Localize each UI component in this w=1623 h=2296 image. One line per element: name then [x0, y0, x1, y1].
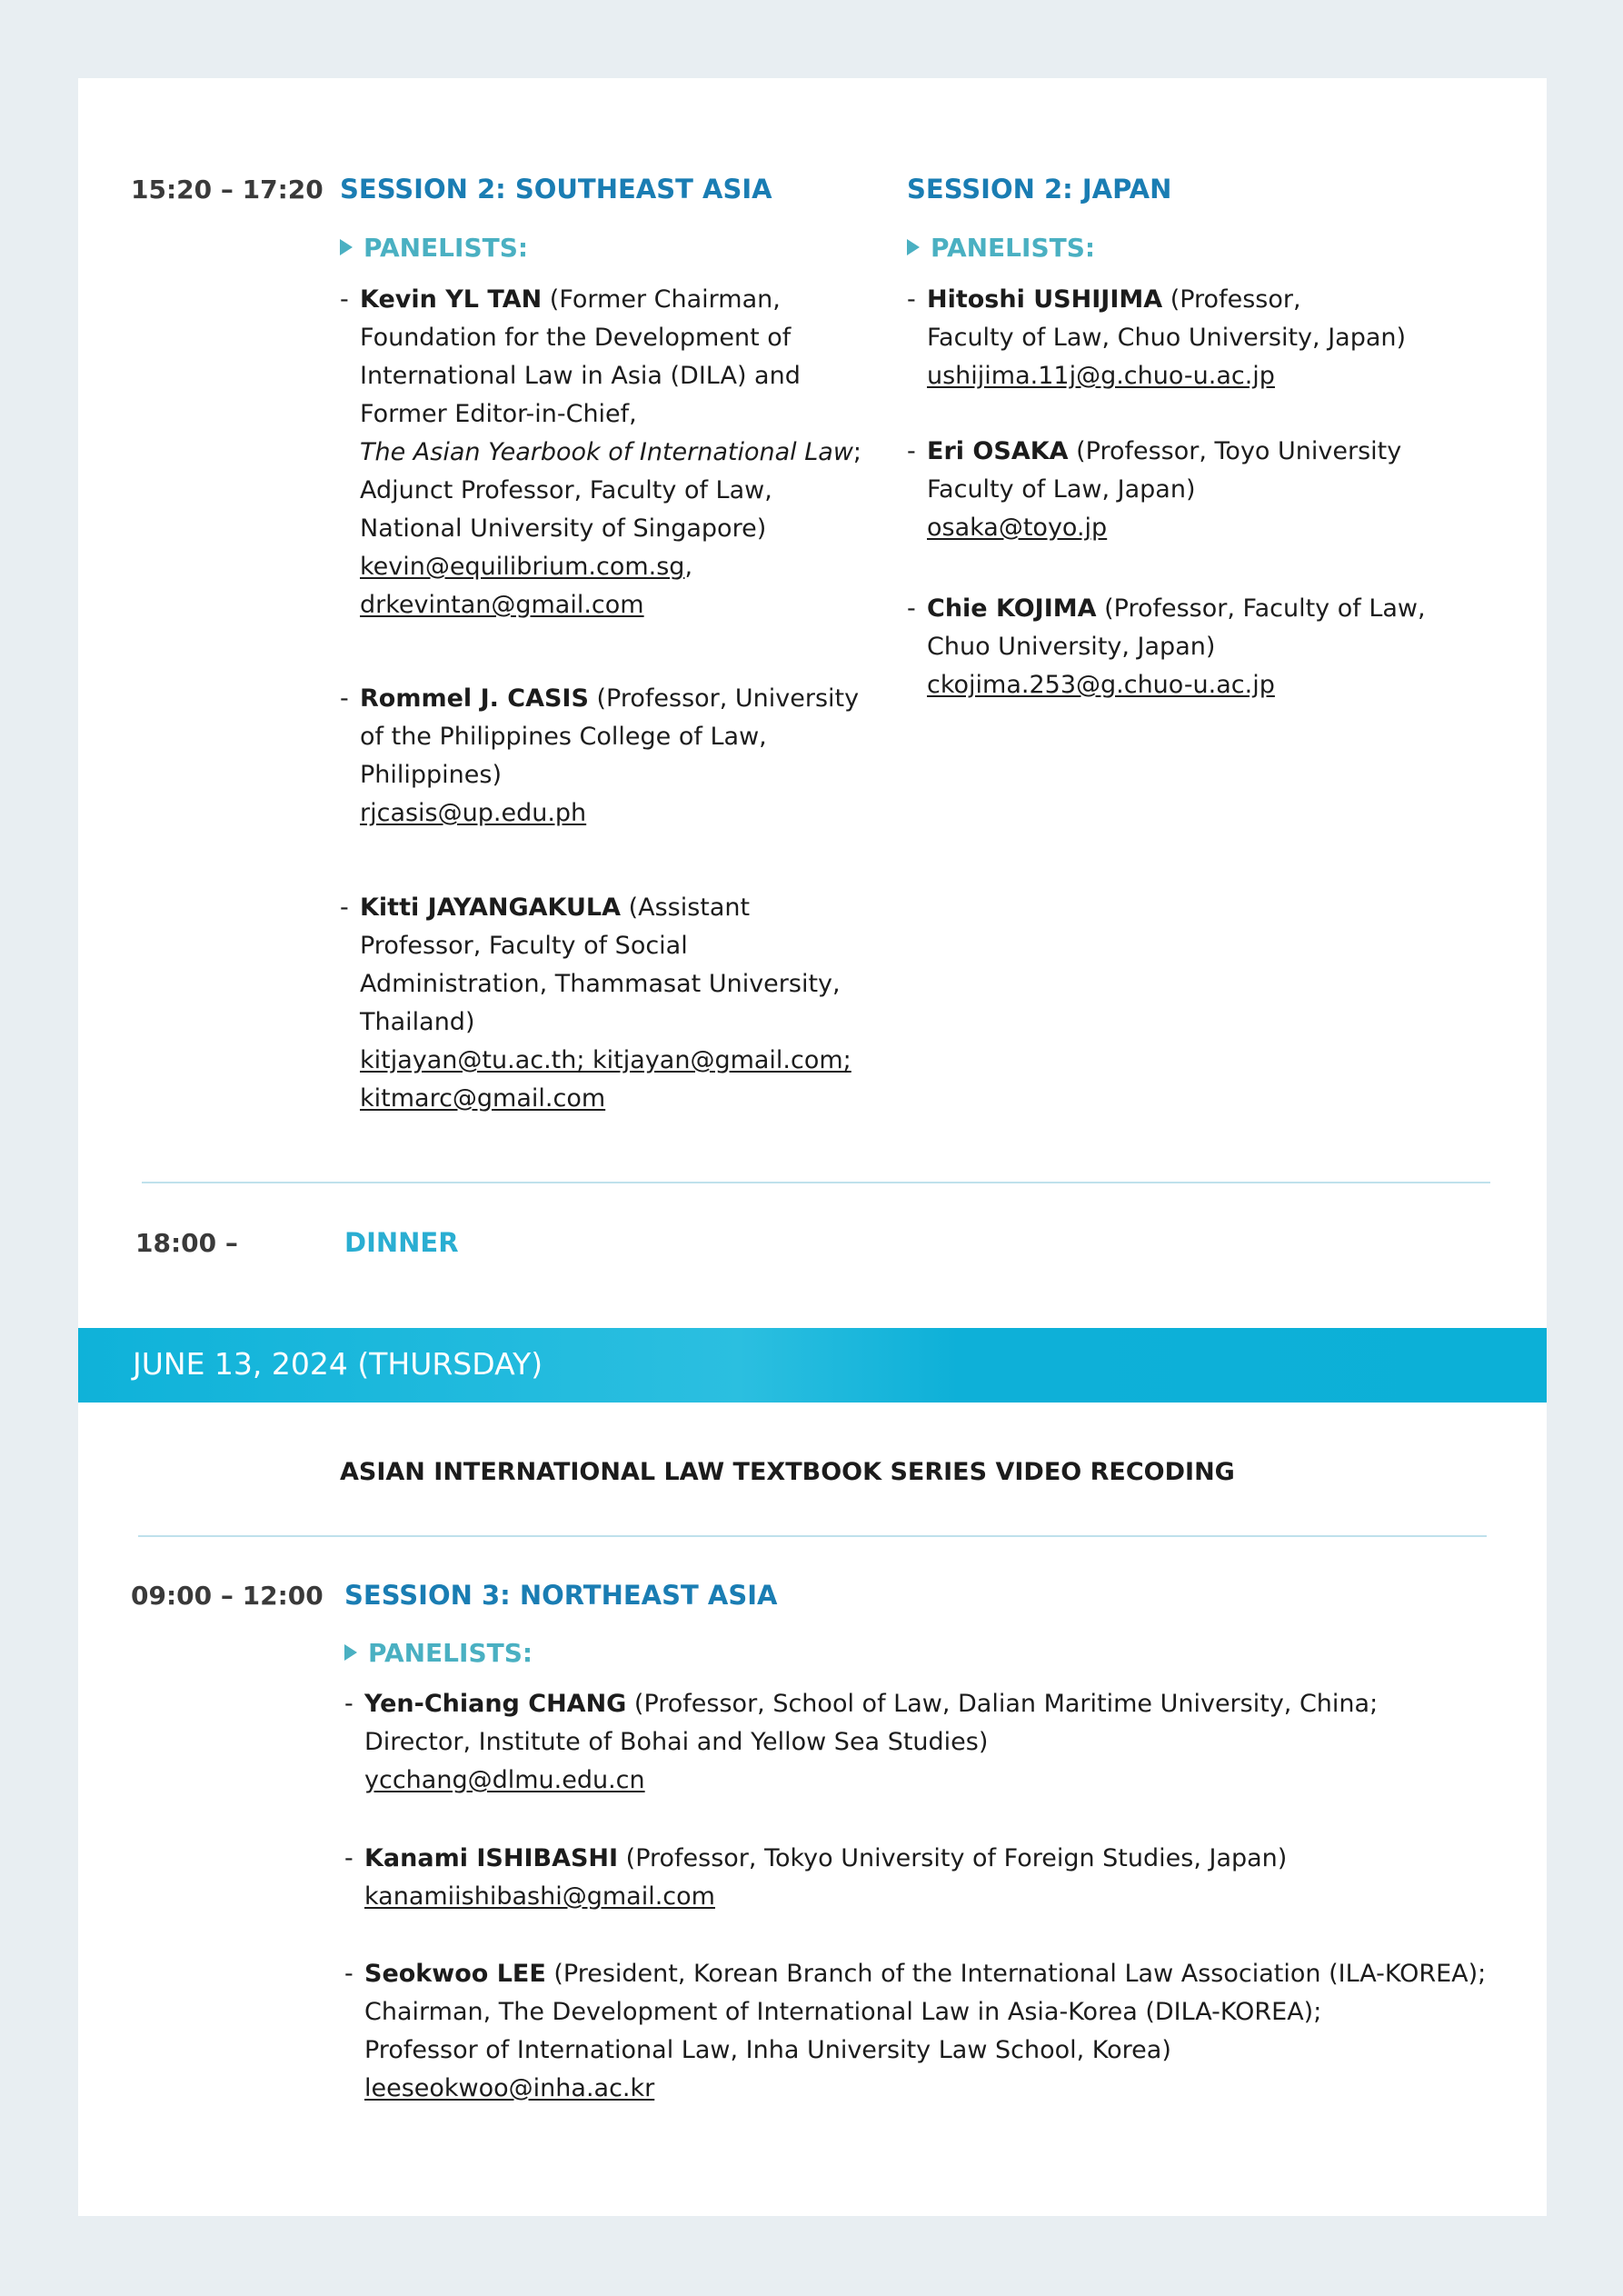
panelist-hitoshi-ushijima: - Hitoshi USHIJIMA (Professor, Faculty of Law, Chuo University, Japan) ushijima.11j@g.chuo-u.ac.jp	[907, 285, 1407, 390]
panelist-kitti-jayangakula: - Kitti JAYANGAKULA (Assistant Professor, Faculty of Social Administration, Thammasat University, Thailand) kitjayan@tu.ac.th; kitjayan@gmail.com; kitmarc@gmail.com	[340, 893, 851, 1113]
email-link[interactable]: ckojima.253@g.chuo-u.ac.jp	[927, 671, 1275, 699]
program-page	[78, 78, 1547, 2216]
triangle-right-icon	[344, 1644, 357, 1661]
session2-time: 15:20 – 17:20	[131, 175, 324, 205]
section-divider	[138, 1535, 1487, 1537]
email-link[interactable]: osaka@toyo.jp	[927, 514, 1108, 542]
email-link[interactable]: kitjayan@tu.ac.th; kitjayan@gmail.com;	[360, 1046, 851, 1074]
email-link[interactable]: ycchang@dlmu.edu.cn	[364, 1766, 645, 1794]
session2-japan-panelists-heading	[907, 233, 1095, 263]
panelists-label: PANELISTS:	[363, 233, 529, 263]
email-link[interactable]: drkevintan@gmail.com	[360, 591, 644, 619]
email-link[interactable]: leeseokwoo@inha.ac.kr	[364, 2074, 655, 2102]
panelist-name: Kanami ISHIBASHI	[364, 1844, 619, 1872]
email-link[interactable]: kanamiishibashi@gmail.com	[364, 1882, 715, 1911]
panelist-seokwoo-lee: - Seokwoo LEE (President, Korean Branch of the International Law Association (ILA-KOREA); Chairman, The Development of International Law in Asia-Korea (DILA-KOREA); Professor of International Law, Inha University Law School, Korea) leeseokwoo@inha.ac.kr	[344, 1960, 1487, 2102]
dinner-label: DINNER	[344, 1227, 459, 1258]
email-link[interactable]: kitmarc@gmail.com	[360, 1084, 606, 1113]
section-divider	[142, 1182, 1490, 1183]
video-recording-title: ASIAN INTERNATIONAL LAW TEXTBOOK SERIES VIDEO RECODING	[340, 1458, 1235, 1486]
triangle-right-icon	[340, 239, 353, 255]
panelist-name: Eri OSAKA	[927, 437, 1069, 465]
panelist-rommel-casis: - Rommel J. CASIS (Professor, University of the Philippines College of Law, Philippines) rjcasis@up.edu.ph	[340, 684, 860, 827]
panelist-name: Rommel J. CASIS	[360, 684, 589, 713]
session3-title: SESSION 3: NORTHEAST ASIA	[344, 1580, 778, 1611]
panelist-name: Seokwoo LEE	[364, 1960, 546, 1988]
date-label: JUNE 13, 2024 (THURSDAY)	[133, 1346, 543, 1382]
email-link[interactable]: ushijima.11j@g.chuo-u.ac.jp	[927, 362, 1275, 390]
triangle-right-icon	[907, 239, 920, 255]
panelist-name: Kitti JAYANGAKULA	[360, 893, 621, 922]
panelist-eri-osaka: - Eri OSAKA (Professor, Toyo University Faculty of Law, Japan) osaka@toyo.jp	[907, 437, 1402, 542]
date-bar	[78, 1328, 1547, 1403]
session2-sea-title: SESSION 2: SOUTHEAST ASIA	[340, 174, 772, 205]
panelist-yen-chiang-chang: - Yen-Chiang CHANG (Professor, School of Law, Dalian Maritime University, China; Director, Institute of Bohai and Yellow Sea Studies) ycchang@dlmu.edu.cn	[344, 1690, 1379, 1794]
email-link[interactable]: kevin@equilibrium.com.sg	[360, 553, 685, 581]
panelists-label: PANELISTS:	[931, 233, 1096, 263]
panelist-name: Kevin YL TAN	[360, 285, 543, 314]
session3-time: 09:00 – 12:00	[131, 1581, 324, 1611]
panelist-chie-kojima: - Chie KOJIMA (Professor, Faculty of Law, Chuo University, Japan) ckojima.253@g.chuo-u.ac.jp	[907, 594, 1426, 699]
panelists-label: PANELISTS:	[368, 1638, 533, 1668]
panelist-name: Chie KOJIMA	[927, 594, 1097, 623]
panelist-name: Yen-Chiang CHANG	[364, 1690, 627, 1718]
session2-sea-panelists-heading	[340, 233, 528, 263]
panelist-kevin-tan: - Kevin YL TAN (Former Chairman, Foundation for the Development of International Law in Asia (DILA) and Former Editor-in-Chief, The Asian Yearbook of International Law; Adjunct Professor, Faculty of Law, National University of Singapore) kevin@equilibrium.com.sg, drkevintan@gmail.com	[340, 285, 862, 619]
session2-japan-title: SESSION 2: JAPAN	[907, 174, 1172, 205]
dinner-time: 18:00 –	[135, 1228, 238, 1258]
session3-panelists-heading	[344, 1638, 533, 1668]
email-link[interactable]: rjcasis@up.edu.ph	[360, 799, 587, 827]
panelist-kanami-ishibashi: - Kanami ISHIBASHI (Professor, Tokyo University of Foreign Studies, Japan) kanamiishibashi@gmail.com	[344, 1844, 1288, 1911]
panelist-name: Hitoshi USHIJIMA	[927, 285, 1163, 314]
